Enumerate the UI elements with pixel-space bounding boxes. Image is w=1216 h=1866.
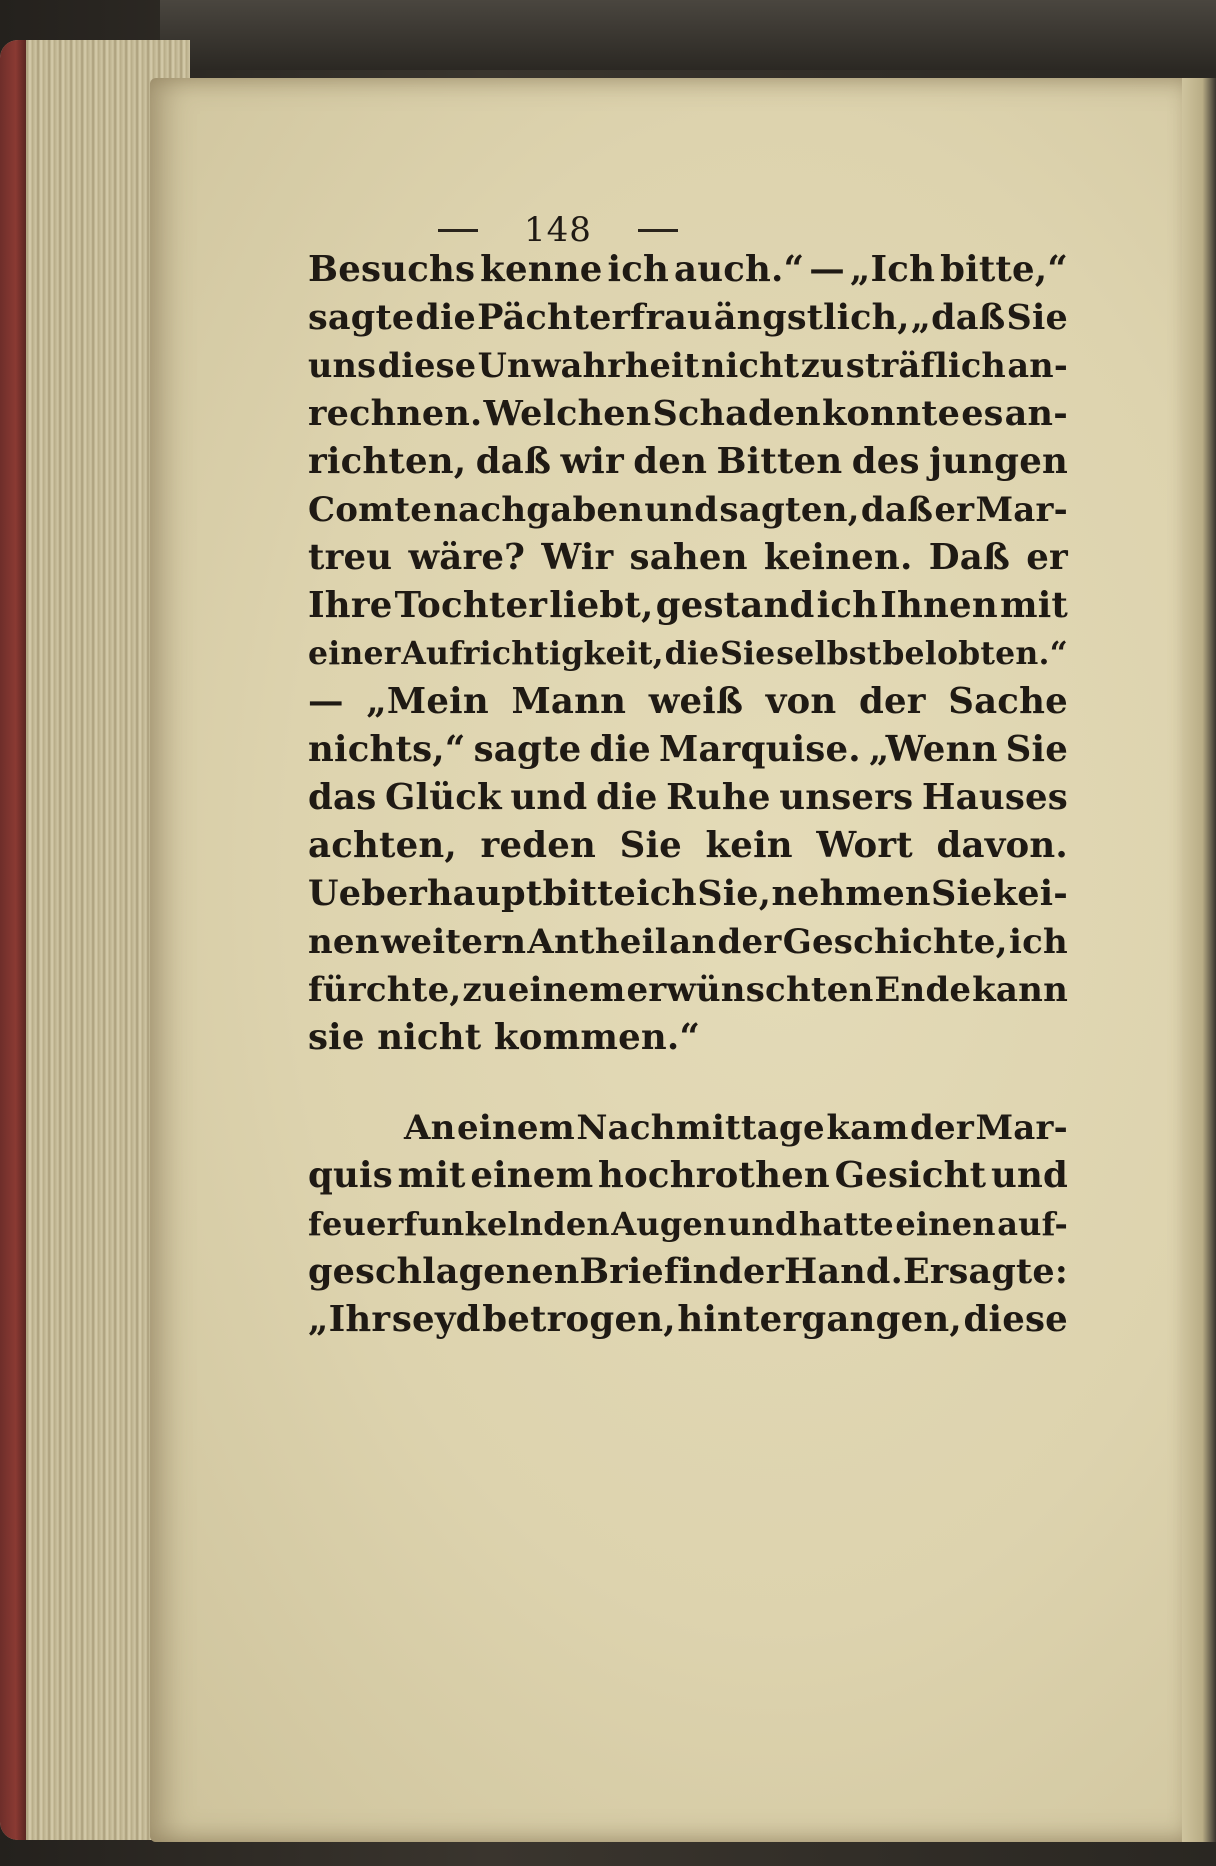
word: Augen [611,1205,727,1243]
word: wir [560,441,624,482]
word: „Wenn [868,729,998,770]
word: an- [1004,393,1068,434]
word: Mar- [975,490,1068,530]
word: und [644,490,719,530]
word: und [727,1205,798,1243]
text-line: sie nicht kommen.“ [308,1017,701,1058]
word: Nachmittage [576,1108,825,1148]
word: Tochter [394,585,548,626]
word: Schaden [652,393,821,434]
text-line [308,248,1068,292]
word: die [664,635,720,672]
word: kenne [480,249,603,290]
word: zu [800,346,845,385]
text-line [308,1298,1068,1342]
word: diese [377,346,477,385]
word: der [910,1108,974,1148]
word: an [669,922,717,962]
word: Besuchs [308,249,476,290]
word: von [765,681,837,722]
text-line [308,1106,1068,1150]
word: An [404,1108,456,1148]
word: Sie [930,873,993,914]
word: ich [816,585,879,626]
header-dash-right [638,229,678,232]
word: Marquise. [658,729,861,770]
word: Bitten [716,441,843,482]
word: Unwahrheit [477,346,700,385]
word: quis [308,1155,393,1196]
word: der [858,681,926,722]
word: die [589,729,651,770]
word: einen [895,1205,996,1243]
word: Hauses [921,777,1068,818]
text-line [308,632,1068,676]
word: ich [1008,922,1068,962]
word: seyd [391,1299,481,1340]
word: Hand. [784,1251,903,1292]
text-line [308,1154,1068,1198]
word: keinen. [763,537,913,578]
word: Ihre [308,585,393,626]
word: weiß [648,681,744,722]
word: nachgaben [433,490,644,530]
word: nehmen [771,873,931,914]
word: Ueberhaupt [308,873,543,914]
word: — [308,681,344,722]
word: richten, [308,441,467,482]
word: Aufrichtigkeit, [401,635,664,672]
word: Ihnen [880,585,998,626]
word: hochrothen [598,1155,830,1196]
text-line [308,392,1068,436]
word: daß [860,490,934,530]
word: „Mein [366,681,489,722]
word: Ende [874,970,972,1010]
word: Sie [720,635,776,672]
word: die [596,777,658,818]
word: die [415,297,477,338]
word: daß [475,441,552,482]
word: erwünschten [626,970,874,1010]
text-line [308,728,1068,772]
word: zu [462,970,507,1010]
word: kein [705,825,793,866]
word: der [718,1251,785,1292]
word: weitern [380,922,527,962]
word: auch.“ [674,249,805,290]
word: Wir [541,537,614,578]
word: — [809,249,845,290]
word: einer [308,635,401,672]
word: Sache [948,681,1068,722]
word: liebt, [549,585,654,626]
word: Welchen [483,393,652,434]
word: den [633,441,708,482]
text-line [308,488,1068,532]
word: hatte [798,1205,894,1243]
word: Antheil [527,922,668,962]
text-line [308,440,1068,484]
text-line [308,968,1068,1012]
word: Sie [1006,297,1068,338]
word: Er [903,1251,949,1292]
word: feuerfunkelnden [308,1205,610,1243]
word: kei- [992,873,1068,914]
word: treu [308,537,393,578]
word: nichts,“ [308,729,466,770]
word: Gesicht [834,1155,987,1196]
word: des [851,441,920,482]
word: Wort [816,825,913,866]
word: „Ihr [308,1299,391,1340]
text-line [308,536,1068,580]
text-line [308,776,1068,820]
word: einem [507,970,626,1010]
word: ängstlich, [713,297,910,338]
word: und [990,1155,1068,1196]
word: nicht [701,346,800,385]
word: „Ich [849,249,936,290]
word: in [679,1251,719,1292]
word: achten, [308,825,457,866]
word: hintergangen, [677,1299,962,1340]
word: sagte [473,729,582,770]
word: er [1026,537,1068,578]
word: Geschichte, [782,922,1008,962]
word: geschlagenen [308,1251,580,1292]
word: das [308,777,377,818]
word: nen [308,922,380,962]
word: sahen [629,537,748,578]
word: reden [480,825,597,866]
word: sagte [308,297,415,338]
text-line [308,1202,1068,1246]
word: ich [607,249,670,290]
word: Pächterfrau [477,297,713,338]
word: rechnen. [308,393,483,434]
text-line [308,824,1068,868]
word: einem [470,1155,594,1196]
book-cover-top [160,0,1216,70]
word: wäre? [408,537,526,578]
word: auf- [997,1205,1068,1243]
word: „daß [910,297,1006,338]
word: Comte [308,490,433,530]
word: belobten.“ [882,635,1068,672]
word: uns [308,346,377,385]
text-line [308,344,1068,388]
word: gestand [655,585,815,626]
page-number: 148 [524,210,592,250]
word: Daß [928,537,1011,578]
word: Ruhe [666,777,771,818]
word: mit [397,1155,466,1196]
word: diese [963,1299,1068,1340]
text-line [308,920,1068,964]
word: betrogen, [482,1299,676,1340]
word: kann [972,970,1068,1010]
word: konnte [821,393,961,434]
word: mit [999,585,1068,626]
word: kam [826,1108,909,1148]
page-right-edge [1182,78,1216,1842]
page-header [308,210,808,250]
word: bitte [542,873,636,914]
text-line [308,584,1068,628]
word: sagte: [948,1251,1068,1292]
word: sagten, [719,490,860,530]
word: ich [636,873,697,914]
word: Sie [1005,729,1068,770]
text-line [308,296,1068,340]
word: Sie, [697,873,772,914]
word: selbst [776,635,882,672]
word: einem [457,1108,575,1148]
word: Sie [619,825,682,866]
word: es [961,393,1004,434]
word: unsers [779,777,914,818]
word: fürchte, [308,970,462,1010]
word: Brief [579,1251,680,1292]
word: Mar- [975,1108,1068,1148]
word: der [717,922,782,962]
word: sträflich [845,346,1006,385]
header-dash-left [438,229,478,232]
text-line [308,1250,1068,1294]
word: Mann [511,681,627,722]
text-line [308,680,1068,724]
word: und [510,777,588,818]
word: Glück [385,777,502,818]
word: davon. [936,825,1068,866]
text-line [308,872,1068,916]
word: jungen [929,441,1068,482]
word: an- [1007,346,1068,385]
word: er [934,490,975,530]
word: bitte,“ [940,249,1068,290]
